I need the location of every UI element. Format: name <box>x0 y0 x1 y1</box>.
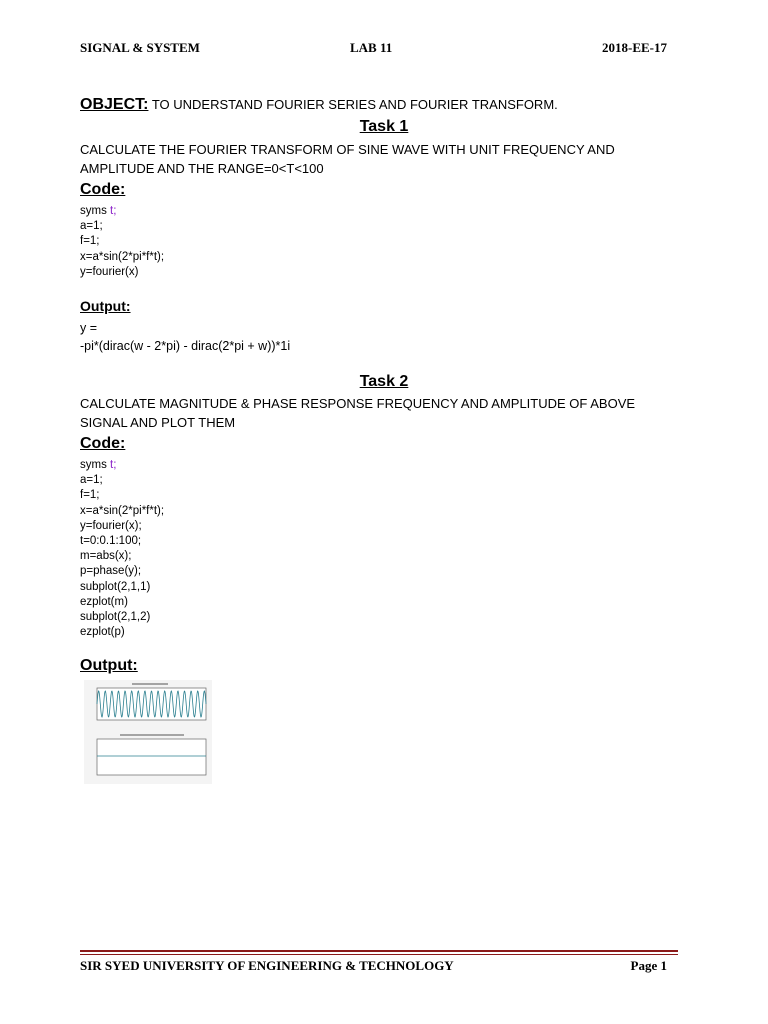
code-line: a=1; <box>80 474 103 487</box>
code-line: syms t; <box>80 205 117 217</box>
task1-code-block <box>80 204 164 280</box>
code-line: syms t; <box>80 459 117 471</box>
code-line: t=0:0.1:100; <box>80 535 142 548</box>
task1-description <box>80 140 615 178</box>
header-id: 2018-EE-17 <box>602 40 667 55</box>
object-label: OBJECT: <box>80 96 149 113</box>
code-line: p=phase(y); <box>80 565 142 578</box>
footer-page-number: Page 1 <box>630 958 667 973</box>
task2-desc-line-2: SIGNAL AND PLOT THEM <box>80 415 236 430</box>
footer-university: SIR SYED UNIVERSITY OF ENGINEERING & TECHNOLOGY <box>80 958 454 973</box>
code-line: x=a*sin(2*pi*f*t); <box>80 504 165 517</box>
code-line: y=fourier(x) <box>80 265 139 278</box>
output-figure <box>84 680 212 784</box>
task1-output-block <box>80 319 290 355</box>
code-line: y=fourier(x); <box>80 519 142 532</box>
code-line: ezplot(m) <box>80 595 128 608</box>
header-lab: LAB 11 <box>350 40 393 55</box>
object-text: TO UNDERSTAND FOURIER SERIES AND FOURIER TRANSFORM. <box>148 97 558 112</box>
footer-rule-bottom <box>80 954 678 955</box>
task2-output-heading: Output: <box>80 657 138 674</box>
footer-rule-top <box>80 950 678 952</box>
task1-code-heading: Code: <box>80 181 126 198</box>
task1-title: Task 1 <box>359 118 409 135</box>
task2-code-heading: Code: <box>80 435 126 452</box>
task1-desc-line-2: AMPLITUDE AND THE RANGE=0<T<100 <box>80 161 324 176</box>
code-line: x=a*sin(2*pi*f*t); <box>80 250 165 263</box>
code-line: ezplot(p) <box>80 626 125 639</box>
task2-title: Task 2 <box>359 373 409 390</box>
symbolic-variable: t; <box>110 459 117 471</box>
code-line: subplot(2,1,1) <box>80 580 151 593</box>
task2-code-block <box>80 458 164 640</box>
task1-desc-line-1: CALCULATE THE FOURIER TRANSFORM OF SINE WAVE WITH UNIT FREQUENCY AND <box>80 142 615 157</box>
task2-desc-line-1: CALCULATE MAGNITUDE & PHASE RESPONSE FREQUENCY AND AMPLITUDE OF ABOVE <box>80 396 636 411</box>
output-line: y = <box>80 321 98 335</box>
code-line: a=1; <box>80 220 103 233</box>
task2-description <box>80 394 635 432</box>
task1-output-heading: Output: <box>80 298 131 314</box>
code-line: f=1; <box>80 235 100 248</box>
code-line: f=1; <box>80 489 100 502</box>
code-line: m=abs(x); <box>80 550 132 563</box>
code-line: subplot(2,1,2) <box>80 611 151 624</box>
object-line <box>80 96 558 114</box>
symbolic-variable: t; <box>110 205 117 217</box>
output-line: -pi*(dirac(w - 2*pi) - dirac(2*pi + w))*1i <box>80 339 291 353</box>
subplot2-axes <box>97 739 206 775</box>
header-course: SIGNAL & SYSTEM <box>80 40 200 55</box>
